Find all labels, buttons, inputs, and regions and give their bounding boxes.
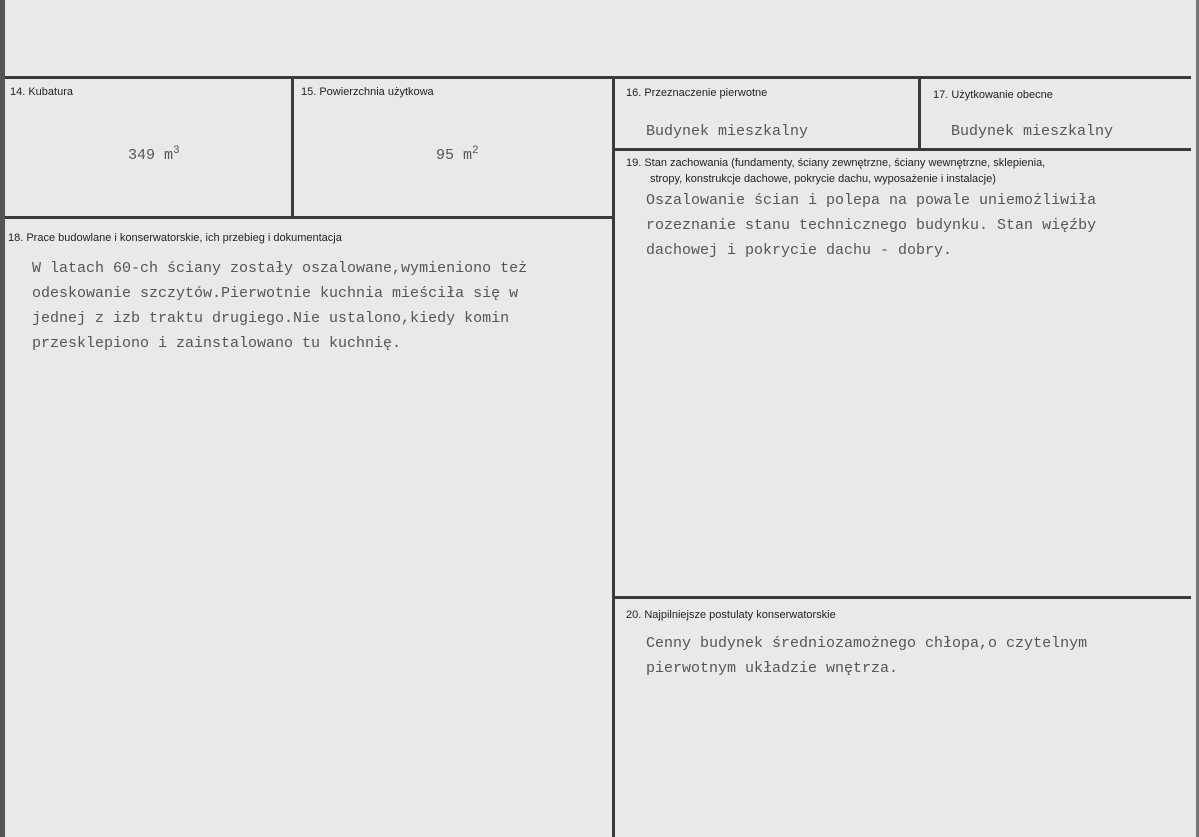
field-14-unit-exponent: 3 [173, 145, 180, 157]
divider-14-15 [291, 76, 294, 218]
field-15-label: 15. Powierzchnia użytkowa [301, 86, 434, 98]
field-20-label: 20. Najpilniejsze postulaty konserwatorskie [626, 609, 836, 621]
divider-below-16-17 [612, 148, 1191, 151]
field-17-label: 17. Użytkowanie obecne [933, 89, 1053, 101]
field-14-number: 349 m [128, 147, 174, 164]
field-18-label: 18. Prace budowlane i konserwatorskie, ich przebieg i dokumentacja [8, 232, 342, 244]
divider-above-20 [612, 596, 1191, 599]
field-16-value: Budynek mieszkalny [646, 123, 809, 140]
field-20-text: Cenny budynek średniozamożnego chłopa,o czytelnym pierwotnym układzie wnętrza. [646, 635, 1088, 677]
field-16-label: 16. Przeznaczenie pierwotne [626, 87, 768, 99]
field-14-label: 14. Kubatura [10, 86, 73, 98]
field-15-value [400, 118, 479, 193]
field-17-value: Budynek mieszkalny [951, 123, 1114, 140]
divider-16-17 [918, 76, 921, 150]
field-18-text: W latach 60-ch ściany zostały oszalowane,wymieniono też odeskowanie szczytów.Pierwotnie kuchnia mieściła się w jednej z izb traktu drugiego.Nie ustalono,kiedy komin przesklepiono i zainstalowano tu kuchnię. [32, 260, 528, 352]
field-15-number: 95 m [436, 147, 473, 164]
card-left-edge [0, 0, 5, 837]
field-14-value [92, 118, 180, 193]
divider-below-15 [5, 216, 615, 219]
divider-left-right [612, 76, 615, 837]
field-19-text: Oszalowanie ścian i polepa na powale uniemożliwiła rozeznanie stanu technicznego budynku. Stan więźby dachowej i pokrycie dachu - dobry. [646, 192, 1097, 259]
top-divider [5, 76, 1191, 79]
field-19-label-line-1: 19. Stan zachowania (fundamenty, ściany zewnętrzne, ściany wewnętrzne, sklepienia, [626, 157, 1046, 169]
field-19-label-line-2: stropy, konstrukcje dachowe, pokrycie dachu, wyposażenie i instalacje) [650, 173, 996, 185]
field-15-unit-exponent: 2 [472, 145, 479, 157]
